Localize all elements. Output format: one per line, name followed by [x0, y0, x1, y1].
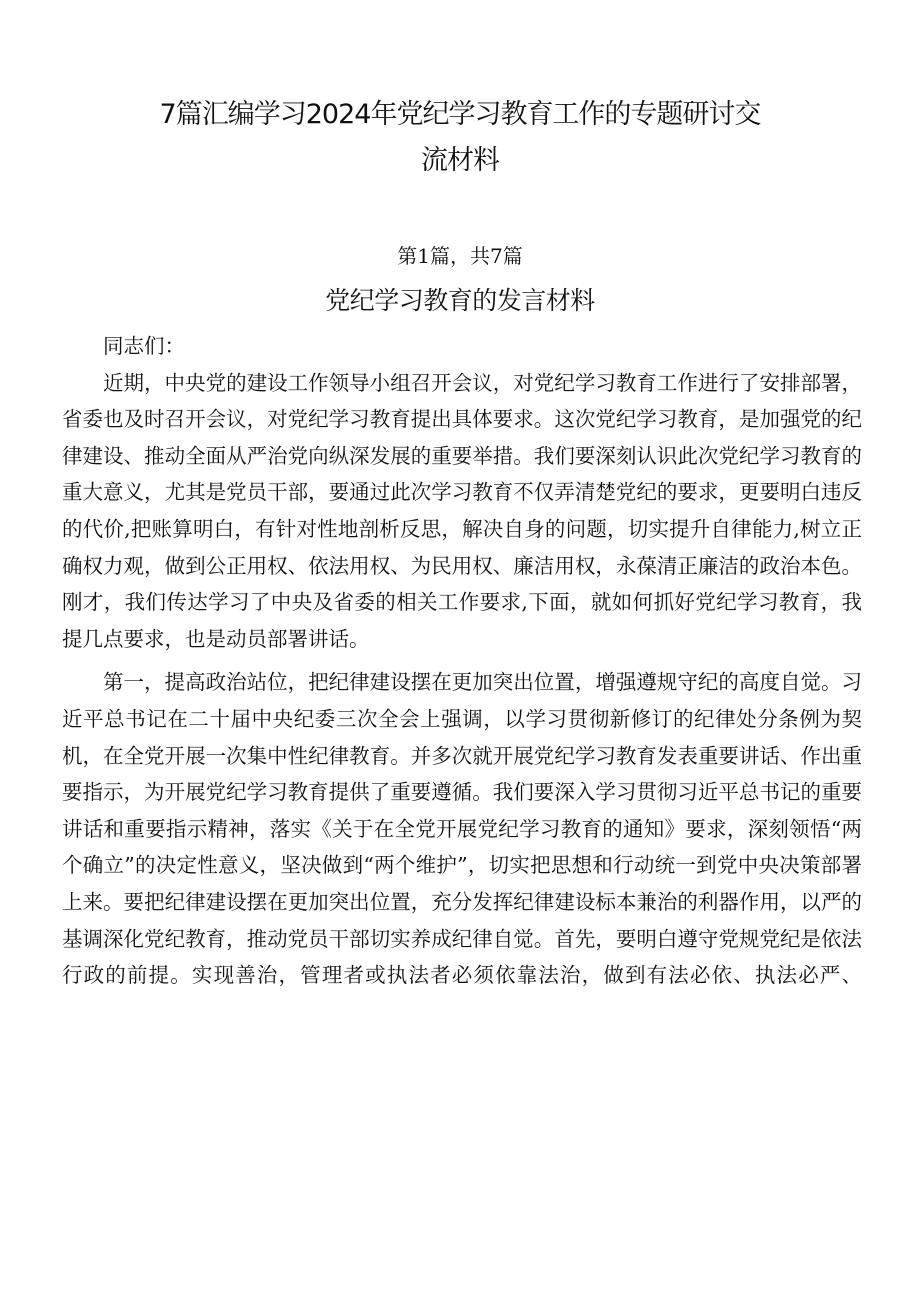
- document-title-line-2: 流材料: [421, 145, 499, 176]
- body-paragraph-1: 近期，中央党的建设工作领导小组召开会议，对党纪学习教育工作进行了安排部署，省委也及时召开会议，对党纪学习教育提出具体要求。这次党纪学习教育，是加强党的纪律建设、推动全面从严治党向纵深发展的重要举措。我们要深刻认识此次党纪学习教育的重大意义，尤其是党员干部，要通过此次学习教育不仅弄清楚党纪的要求，更要明白违反的代价,把账算明白，有针对性地剖析反思，解决自身的问题，切实提升自律能力,树立正确权力观，做到公正用权、依法用权、为民用权、廉洁用权，永葆清正廉洁的政治本色。刚才，我们传达学习了中央及省委的相关工作要求,下面，就如何抓好党纪学习教育，我提几点要求，也是动员部署讲话。: [62, 370, 862, 651]
- document-title: [130, 92, 790, 184]
- document-body: [62, 328, 862, 994]
- body-paragraph-2: 第一，提高政治站位，把纪律建设摆在更加突出位置，增强遵规守纪的高度自觉。习近平总书记在二十届中央纪委三次全会上强调，以学习贯彻新修订的纪律处分条例为契机，在全党开展一次集中性纪律教育。并多次就开展党纪学习教育发表重要讲话、作出重要指示，为开展党纪学习教育提供了重要遵循。我们要深入学习贯彻习近平总书记的重要讲话和重要指示精神，落实《关于在全党开展党纪学习教育的通知》要求，深刻领悟“两个确立”的决定性意义，坚决做到“两个维护”，切实把思想和行动统一到党中央决策部署上来。要把纪律建设摆在更加突出位置，充分发挥纪律建设标本兼治的利器作用，以严的基调深化党纪教育，推动党员干部切实养成纪律自觉。首先，要明白遵守党规党纪是依法行政的前提。实现善治，管理者或执法者必须依靠法治，做到有法必依、执法必严、: [62, 670, 862, 988]
- section-title: 党纪学习教育的发言材料: [325, 286, 595, 315]
- document-title-line-1: 7篇汇编学习2024年党纪学习教育工作的专题研讨交: [159, 99, 761, 130]
- part-counter: 第1篇，共7篇: [397, 244, 523, 268]
- greeting: 同志们：: [103, 334, 185, 358]
